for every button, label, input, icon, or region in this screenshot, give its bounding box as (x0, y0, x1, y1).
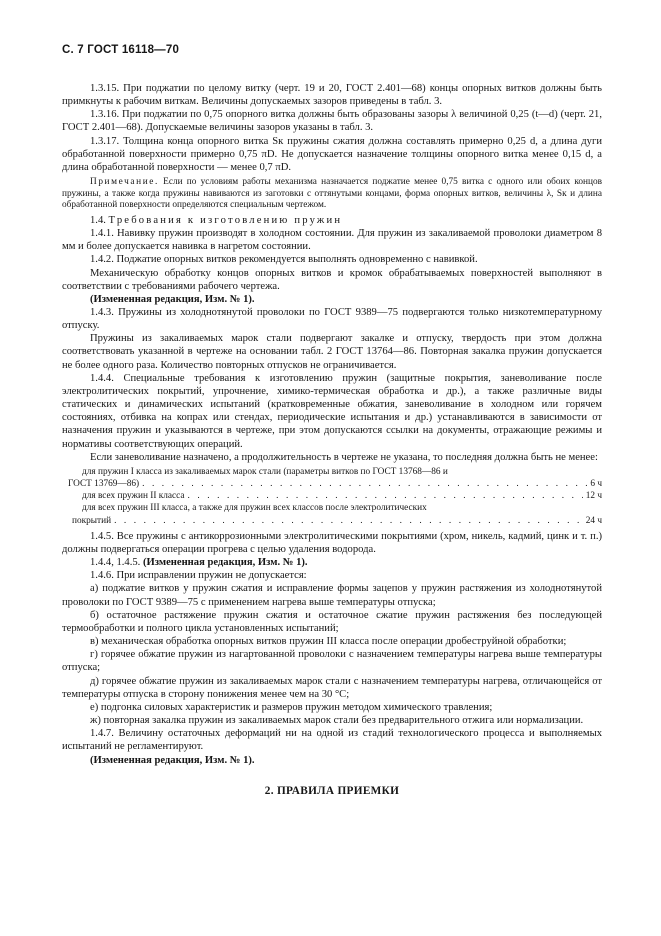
duration-row-1 (62, 478, 602, 490)
list-item-v: в) механическая обработка опорных витков пружин III класса после операции дробеструйной обработки; (90, 636, 567, 648)
page-header: С. 7 ГОСТ 16118—70 (62, 44, 180, 56)
paragraph-1-3-17: 1.3.17. Толщина конца опорного витка Sк пружины сжатия должна составлять примерно 0,25 d, а длина дуги обработанной поверхности примерно 0,75 πD. Не допускается назначение толщины опорного витка менее 0,15 d, а длина обработанной поверхности — менее 0,7 πD. (62, 135, 602, 173)
duration-row-3 (62, 515, 602, 527)
paragraph-1-4-6: 1.4.6. При исправлении пружин не допускается: (90, 570, 307, 582)
duration-row-1-label-cont: ГОСТ 13769—86) (68, 479, 140, 490)
list-item-zh: ж) повторная закалка пружин из закаливаемых марок стали без предварительного отжига или нормализации. (90, 715, 584, 727)
duration-row-1-label: для пружин I класса из закаливаемых марок стали (параметры витков по ГОСТ 13768—86 и (82, 466, 448, 477)
duration-row-2-value: 12 ч (585, 491, 602, 502)
note-text: Если по условиям работы механизма назначается поджатие менее 0,75 витка с одного или обоих концов пружины, а также когда пружины навиваются из заготовки с оттянутыми концами, форма опорных витков, величины λ, Sк и длина обработанной поверхности определяются специальным чертежом. (62, 177, 603, 211)
leader-dots (188, 490, 583, 502)
paragraph-mechanical: Механическую обработку концов опорных витков и кромок обрабатываемых поверхностей выполняют в соответствии с требованиями рабочего чертежа. (62, 267, 602, 292)
paragraph-1-4-5: 1.4.5. Все пружины с антикоррозионными электролитическими покрытиями (хром, никель, кадмий, цинк и т. п.) должны подвергаться операции прогрева с целью удаления водорода. (62, 530, 602, 556)
revision-1-4-4-5-number: 1.4.4, 1.4.5. (90, 557, 141, 569)
duration-table (62, 466, 602, 527)
note-label: Примечание. (90, 177, 159, 188)
list-item-a: а) поджатие витков у пружин сжатия и исправление формы зацепов у пружин растяжения из холоднотянутой проволоки по ГОСТ 9389—75 с применением нагрева выше температуры отпуска; (62, 583, 602, 608)
duration-row-3-label: для всех пружин III класса, а также для пружин всех классов после электролитических (82, 503, 427, 514)
paragraph-1-3-15: 1.3.15. При поджатии по целому витку (черт. 19 и 20, ГОСТ 2.401—68) концы опорных витков должны быть примкнуты к рабочим виткам. Величины допускаемых зазоров приведены в табл. 3. (62, 83, 602, 108)
revision-1-4-4-5-text: (Измененная редакция, Изм. № 1). (142, 557, 308, 569)
list-item-e: е) подгонка силовых характеристик и размеров пружин методом химического травления; (90, 701, 493, 713)
revision-note-1-4-4-5 (62, 556, 602, 569)
leader-dots (142, 478, 587, 490)
paragraph-1-4-7: 1.4.7. Величину остаточных деформаций ни на одной из стадий технологического процесса и выполняемых испытаний не регламентируют. (62, 728, 602, 753)
section-1-4-title: Требования к изготовлению пружин (108, 214, 343, 226)
list-item-d: д) горячее обжатие пружин из закаливаемых марок стали с назначением температуры нагрева, отличающейся от температуры отпуска в сторону понижения менее чем на 30 °С; (62, 675, 602, 700)
duration-row-1-value: 6 ч (590, 479, 602, 490)
duration-row-2-label: для всех пружин II класса (82, 491, 185, 502)
paragraph-1-4-2: 1.4.2. Поджатие опорных витков рекомендуется выполнять одновременно с навивкой. (90, 254, 478, 266)
paragraph-hardening: Пружины из закаливаемых марок стали подвергают закалке и отпуску, твердость при этом должна соответствовать указанной в чертеже на основании табл. 2 ГОСТ 13764—86. Повторная закалка пружин допускается не более одного раза. Количество повторных отпусков не ограничивается. (62, 333, 602, 371)
document-body (62, 82, 602, 798)
revision-note-2: (Измененная редакция, Изм. № 1). (90, 754, 255, 766)
note (62, 177, 602, 212)
list-item-b: б) остаточное растяжение пружин сжатия и остаточное сжатие пружин растяжения без последующей термообработки и полного цикла установленных испытаний; (62, 609, 602, 634)
paragraph-zanevolivanie: Если заневоливание назначено, а продолжительность в чертеже не указана, то последняя должна быть не менее: (90, 451, 598, 463)
section-1-4-heading (62, 214, 602, 227)
paragraph-1-3-16: 1.3.16. При поджатии по 0,75 опорного витка должны быть образованы зазоры λ величиной 0,25 (t—d) (черт. 21, ГОСТ 2.401—68). Допускаемые величины зазоров указаны в табл. 3. (62, 109, 602, 134)
paragraph-1-4-1: 1.4.1. Навивку пружин производят в холодном состоянии. Для пружин из закаливаемой проволоки диаметром 8 мм и более допускается навивка в нагретом состоянии. (62, 228, 602, 253)
list-item-g: г) горячее обжатие пружин из нагартованной проволоки с назначением температуры нагрева выше температуры отпуска; (62, 649, 602, 674)
paragraph-1-4-4: 1.4.4. Специальные требования к изготовлению пружин (защитные покрытия, заневоливание после электролитических покрытий, упрочнение, химико-термическая обработка и др.), а также различные виды статических и динамических испытаний (кратковременные обжатия, заневоливание в холодном или горячем состояниях, отбивка на копрах или стендах, периодические испытания и др.) устанавливаются в зависимости от назначения пружин и указываются в чертеже, при этом допускаются ссылки на документы, отражающие режимы и нормативы соответствующих операций. (62, 372, 602, 450)
leader-dots (114, 515, 583, 527)
duration-row-3-value: 24 ч (585, 515, 602, 526)
duration-row-3-label-cont: покрытий (72, 515, 112, 526)
section-1-4-number: 1.4. (90, 214, 106, 226)
duration-row-2 (62, 490, 602, 502)
revision-note-1: (Измененная редакция, Изм. № 1). (90, 293, 255, 305)
section-2-title: 2. ПРАВИЛА ПРИЕМКИ (264, 784, 400, 797)
paragraph-1-4-3: 1.4.3. Пружины из холоднотянутой проволоки по ГОСТ 9389—75 подвергаются только низкотемпературному отпуску. (62, 306, 602, 332)
